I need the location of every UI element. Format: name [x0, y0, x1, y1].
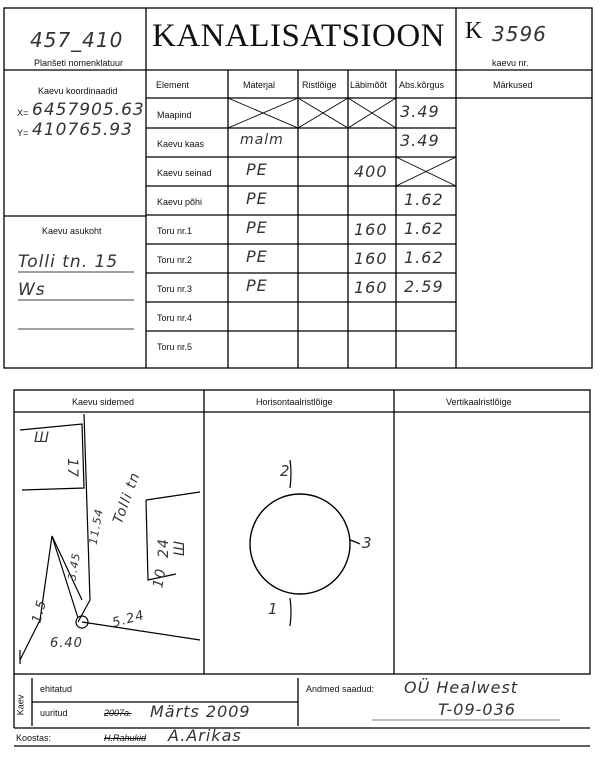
row-element: Kaevu põhi [157, 197, 203, 207]
row-height: 3.49 [400, 131, 440, 150]
coords-label: Kaevu koordinaadid [38, 86, 118, 96]
row-element: Toru nr.4 [157, 313, 193, 323]
nomenclature-label: Planšeti nomenklatuur [34, 58, 124, 68]
row-height: 1.62 [404, 190, 444, 209]
col-diameter: Läbimõõt [350, 80, 388, 90]
col-material: Materjal [243, 80, 276, 90]
tie-note: 5.24 [110, 607, 147, 632]
tie-note: Ш [34, 430, 50, 446]
row-material: PE [246, 247, 268, 266]
row-diameter: 160 [354, 220, 388, 239]
pipe-number: 3 [362, 534, 373, 552]
col-element: Element [156, 80, 190, 90]
col-cross-section: Ristlõige [302, 80, 337, 90]
row-material: PE [246, 160, 268, 179]
row-height: 3.49 [400, 102, 440, 121]
page-title: KANALISATSIOON [152, 18, 445, 54]
row-material: PE [246, 189, 268, 208]
row-diameter: 160 [354, 278, 388, 297]
built-label: ehitatud [40, 684, 73, 694]
tie-note: 24 [155, 538, 172, 558]
coord-x-label: X= [17, 108, 29, 118]
coord-y-value: 410765.93 [32, 120, 133, 140]
kaev-label: Kaev [15, 694, 26, 716]
surveyed-label: uuritud [40, 708, 68, 718]
horizontal-label: Horisontaalristlõige [256, 397, 333, 407]
row-diameter: 160 [354, 249, 388, 268]
col-remarks: Märkused [493, 80, 533, 90]
col-abs-height: Abs.kõrgus [399, 80, 445, 90]
row-height: 2.59 [404, 277, 444, 296]
location-line2: Ws [18, 280, 46, 300]
row-element: Kaevu kaas [157, 139, 205, 149]
pipe-number: 2 [280, 462, 291, 480]
row-diameter: 400 [354, 162, 388, 181]
row-element: Toru nr.2 [157, 255, 193, 265]
compiled-by: A.Arikas [168, 726, 242, 745]
tie-note: 11.54 [86, 507, 106, 546]
tie-note: Ш [171, 540, 188, 556]
row-material: malm [240, 132, 284, 148]
well-prefix: K [465, 18, 483, 44]
tie-note: Tolli tn [110, 469, 144, 527]
surveyed-struck-value: 2007a. [104, 708, 132, 718]
tie-note: 3.45 [65, 551, 84, 582]
nomenclature-value: 457_410 [30, 28, 124, 52]
row-material: PE [246, 276, 268, 295]
tie-note: 10 [150, 566, 170, 590]
well-number-label: kaevu nr. [492, 58, 529, 68]
row-element: Toru nr.3 [157, 284, 193, 294]
row-element: Toru nr.1 [157, 226, 193, 236]
data-source-label: Andmed saadud: [306, 684, 375, 694]
compiled-label: Koostas: [16, 733, 52, 743]
data-source-ref: T-09-036 [438, 700, 516, 719]
pipe-number: 1 [268, 600, 279, 618]
coord-x-value: 6457905.63 [32, 100, 145, 120]
data-source-value: OÜ Healwest [404, 678, 519, 697]
surveyed-value: Märts 2009 [150, 702, 251, 721]
row-element: Toru nr.5 [157, 342, 193, 352]
row-height: 1.62 [404, 219, 444, 238]
tie-note: 6.40 [50, 636, 83, 651]
well-number: 3596 [492, 22, 547, 46]
coord-y-label: Y= [17, 128, 29, 138]
tie-note: 17 [63, 458, 80, 478]
row-element: Maapind [157, 110, 192, 120]
tie-note: 1.5 [29, 598, 51, 625]
row-element: Kaevu seinad [157, 168, 212, 178]
ties-label: Kaevu sidemed [72, 397, 135, 407]
row-height: 1.62 [404, 248, 444, 267]
compiled-struck-name: H.Rahukid [104, 733, 147, 743]
location-label: Kaevu asukoht [42, 226, 102, 236]
row-material: PE [246, 218, 268, 237]
location-line1: Tolli tn. 15 [18, 252, 119, 272]
vertical-label: Vertikaalristlõige [446, 397, 512, 407]
